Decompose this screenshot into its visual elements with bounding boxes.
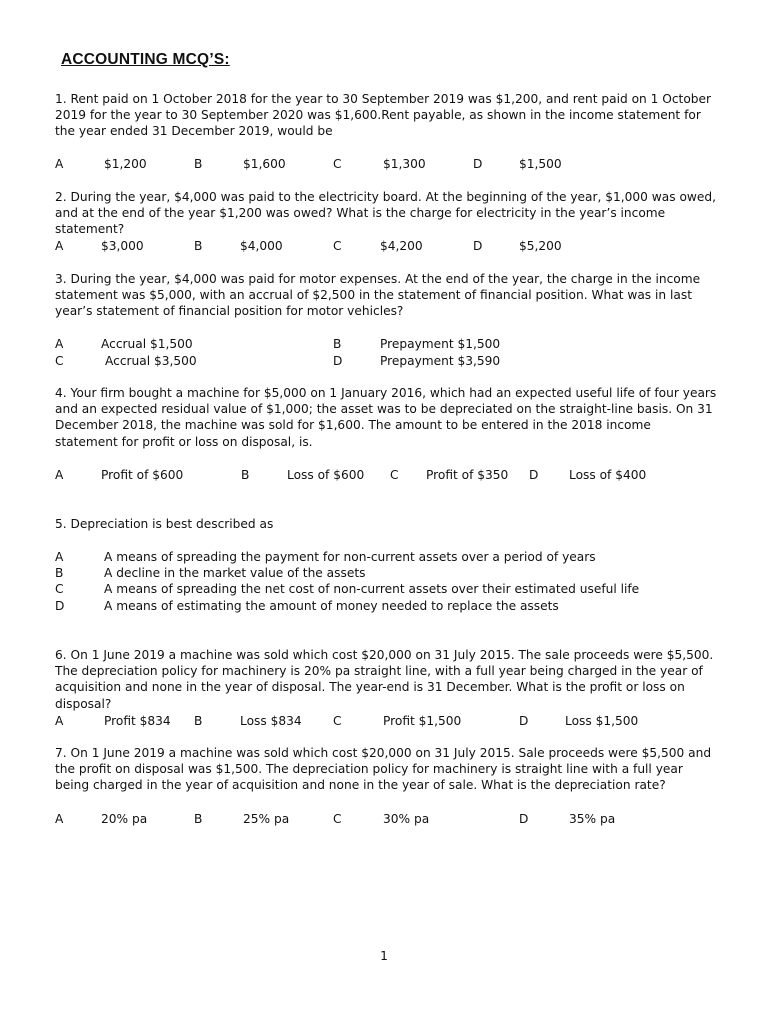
question-text: 7. On 1 June 2019 a machine was sold which cost $20,000 on 31 July 2015. Sale proceeds were $5,500 and the profit on disposal was $1,500. The depreciation policy for machinery is straight line with a full year being charged in the year of acquisition and none in the year of sale. What is the depreciation rate? (55, 746, 712, 793)
option-text: $4,000 (240, 239, 283, 253)
option-letter: C (333, 714, 342, 728)
option-text: A means of estimating the amount of money needed to replace the assets (104, 598, 559, 613)
option-text: $1,600 (243, 157, 286, 171)
option-text: A means of spreading the payment for non-current assets over a period of years (104, 550, 596, 564)
option-letter: C (333, 157, 342, 171)
option-text: Profit $834 (104, 714, 171, 728)
option-letter: C (55, 582, 64, 597)
question-text: 6. On 1 June 2019 a machine was sold which cost $20,000 on 31 July 2015. The sale proceeds were $5,500. The depreciation policy for machinery is 20% pa straight line, with a full year being charged in the year of acquisition and none in the year of disposal. The year-end is 31 December. What is the profit or loss on disposal? (55, 648, 714, 711)
option-letter: D (473, 157, 483, 171)
options-row (55, 238, 715, 254)
option-text: Loss $1,500 (565, 714, 639, 728)
option-letter: A (55, 157, 64, 171)
question-text: 3. During the year, $4,000 was paid for motor expenses. At the end of the year, the charge in the income statement was $5,000, with an accrual of $2,500 in the statement of financial position. What was in last year’s statement of financial position for motor vehicles? (55, 272, 701, 319)
option-text: $1,300 (383, 157, 426, 171)
question-text: 4. Your firm bought a machine for $5,000 on 1 January 2016, which had an expected useful life of four years and an expected residual value of $1,000; the asset was to be depreciated on the straight-line basis. On 31 December 2018, the machine was sold for $1,600. The amount to be entered in the 2018 income statement for profit or loss on disposal, is. (55, 386, 717, 449)
option-letter: D (519, 714, 529, 728)
option-text: Profit of $600 (101, 468, 184, 482)
option-text: 25% pa (243, 812, 290, 826)
option-letter: B (241, 468, 250, 482)
option-text: Accrual $3,500 (105, 354, 197, 368)
option-letter: B (55, 566, 64, 581)
option-text: 35% pa (569, 812, 616, 826)
option-letter: C (55, 354, 64, 368)
options-row (55, 811, 715, 827)
option-text: Accrual $1,500 (101, 337, 193, 351)
question-7 (55, 745, 717, 794)
option-text: Profit of $350 (426, 468, 509, 482)
option-letter: B (194, 239, 203, 253)
question-5 (55, 516, 717, 532)
option-letter: A (55, 468, 64, 482)
option-letter: D (55, 598, 65, 613)
option-letter: D (529, 468, 539, 482)
option-text: Profit $1,500 (383, 714, 462, 728)
page-number: 1 (380, 949, 388, 963)
option-letter: A (55, 239, 64, 253)
question-text: 2. During the year, $4,000 was paid to the electricity board. At the beginning of the year, $1,000 was owed, and at the end of the year $1,200 was owed? What is the charge for electricity in the year’s income statement? (55, 190, 716, 237)
list-item (55, 565, 715, 581)
option-letter: D (473, 239, 483, 253)
list-item (55, 598, 715, 614)
options-row (55, 713, 715, 729)
option-letter: B (333, 337, 342, 351)
option-letter: B (194, 714, 203, 728)
option-text: $3,000 (101, 239, 144, 253)
option-letter: C (390, 468, 399, 482)
options-list (55, 549, 715, 614)
question-text: 1. Rent paid on 1 October 2018 for the year to 30 September 2019 was $1,200, and rent paid on 1 October 2019 for the year to 30 September 2020 was $1,600.Rent payable, as shown in the income statement for the year ended 31 December 2019, would be (55, 92, 712, 139)
option-text: Prepayment $3,590 (380, 354, 501, 368)
option-letter: D (519, 812, 529, 826)
options-row (55, 336, 715, 352)
option-text: 30% pa (383, 812, 430, 826)
option-text: Prepayment $1,500 (380, 337, 501, 351)
option-letter: D (333, 354, 343, 368)
option-text: Loss of $600 (287, 468, 365, 482)
question-2 (55, 189, 717, 238)
option-text: Loss $834 (240, 714, 302, 728)
options-row (55, 353, 715, 369)
page-title: ACCOUNTING MCQ’S: (61, 51, 230, 68)
option-text: Loss of $400 (569, 468, 647, 482)
option-letter: A (55, 550, 64, 564)
options-row (55, 467, 715, 483)
option-letter: B (194, 157, 203, 171)
option-text: A decline in the market value of the assets (104, 566, 366, 581)
option-text: $1,200 (104, 157, 147, 171)
option-letter: C (333, 239, 342, 253)
option-letter: C (333, 812, 342, 826)
question-1 (55, 91, 717, 140)
question-4 (55, 385, 717, 450)
question-text: 5. Depreciation is best described as (55, 517, 274, 531)
option-text: $1,500 (519, 157, 562, 171)
question-3 (55, 271, 717, 320)
options-row (55, 156, 715, 172)
list-item (55, 549, 715, 565)
option-text: 20% pa (101, 812, 148, 826)
option-letter: A (55, 812, 64, 826)
option-text: $5,200 (519, 239, 562, 253)
list-item (55, 581, 715, 597)
option-letter: B (194, 812, 203, 826)
option-letter: A (55, 337, 64, 351)
question-6 (55, 647, 717, 712)
option-text: A means of spreading the net cost of non-current assets over their estimated useful life (104, 582, 640, 597)
option-text: $4,200 (380, 239, 423, 253)
option-letter: A (55, 714, 64, 728)
